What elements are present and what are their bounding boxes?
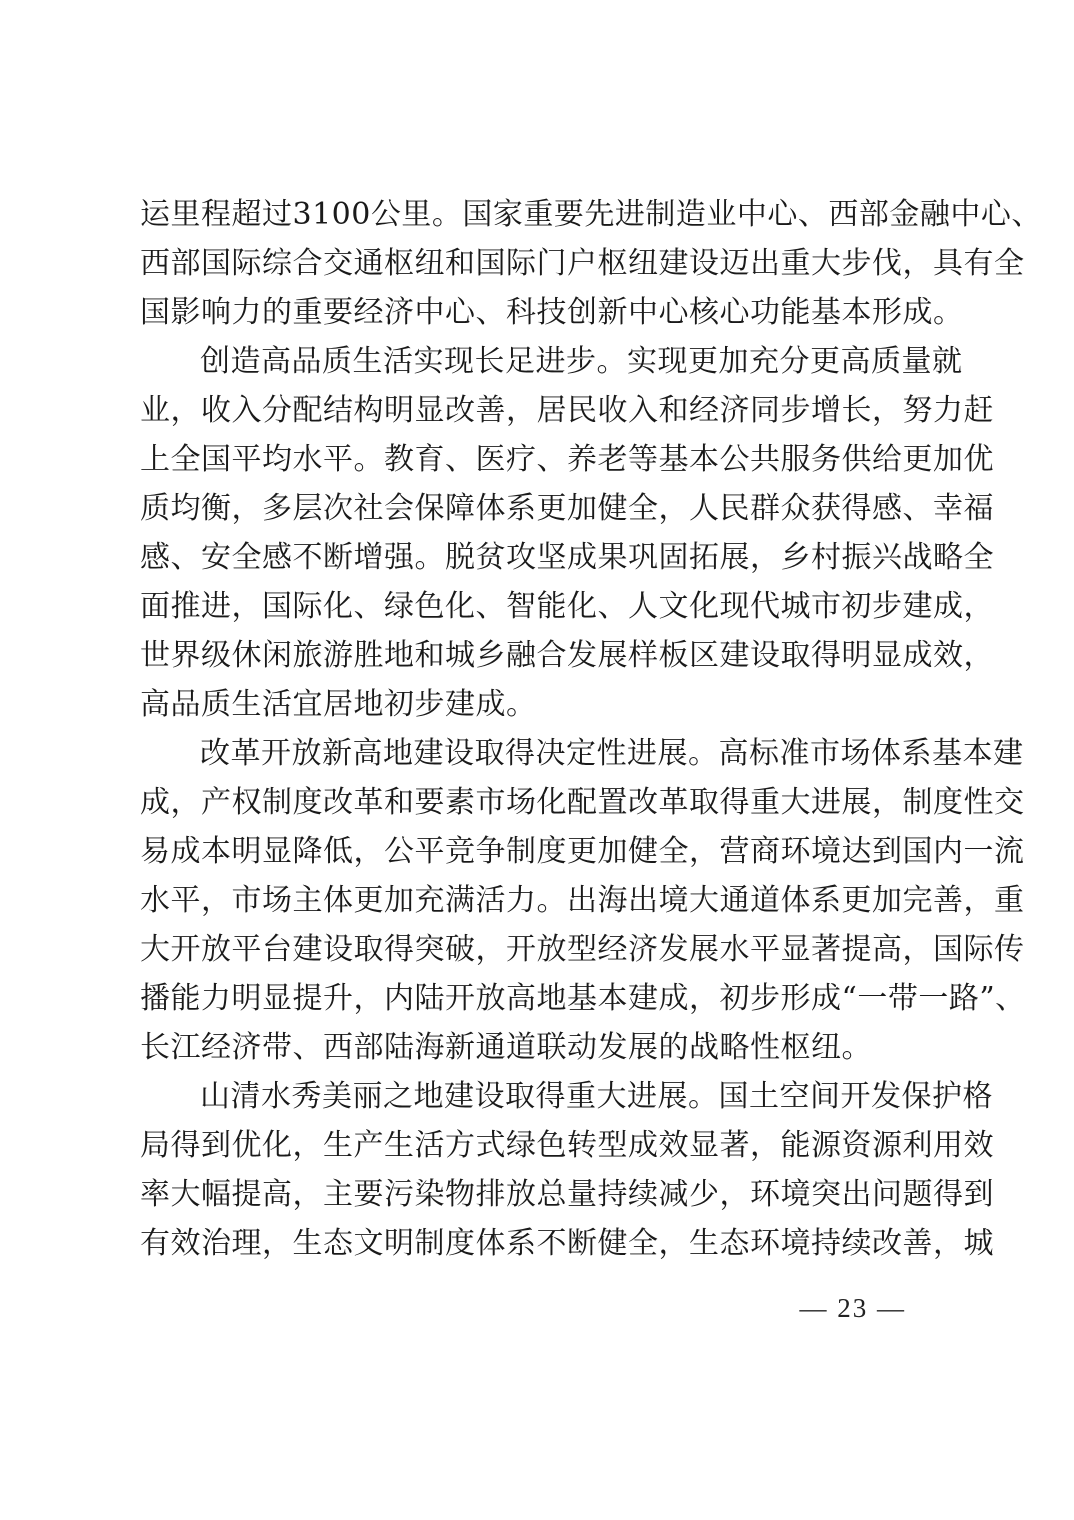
text-line: 局得到优化，生产生活方式绿色转型成效显著，能源资源利用效 [140,1128,994,1163]
paragraph-first-line: 改革开放新高地建设取得决定性进展。高标准市场体系基本建 [200,736,1024,771]
text-line: 播能力明显提升，内陆开放高地基本建成，初步形成“一带一路”、 [140,981,1026,1016]
text-line: 高品质生活宜居地初步建成。 [140,687,537,722]
text-line: 面推进，国际化、绿色化、智能化、人文化现代城市初步建成， [140,589,994,624]
text-line: 成，产权制度改革和要素市场化配置改革取得重大进展，制度性交 [140,785,1025,820]
text-line: 率大幅提高，主要污染物排放总量持续减少，环境突出问题得到 [140,1177,994,1212]
text-line: 易成本明显降低，公平竞争制度更加健全，营商环境达到国内一流 [140,834,1025,869]
text-line: 感、安全感不断增强。脱贫攻坚成果巩固拓展，乡村振兴战略全 [140,540,994,575]
text-line: 业，收入分配结构明显改善，居民收入和经济同步增长，努力赶 [140,393,994,428]
paragraph-first-line: 创造高品质生活实现长足进步。实现更加充分更高质量就 [200,344,963,379]
text-line: 运里程超过3100公里。国家重要先进制造业中心、西部金融中心、 [140,197,1042,232]
text-line: 质均衡，多层次社会保障体系更加健全，人民群众获得感、幸福 [140,491,994,526]
text-line: 世界级休闲旅游胜地和城乡融合发展样板区建设取得明显成效， [140,638,994,673]
page-number: — 23 — [799,1293,906,1323]
text-line: 有效治理，生态文明制度体系不断健全，生态环境持续改善，城 [140,1226,994,1261]
paragraph-first-line: 山清水秀美丽之地建设取得重大进展。国土空间开发保护格 [200,1079,993,1114]
text-line: 大开放平台建设取得突破，开放型经济发展水平显著提高，国际传 [140,932,1025,967]
text-line: 长江经济带、西部陆海新通道联动发展的战略性枢纽。 [140,1030,872,1065]
text-line: 国影响力的重要经济中心、科技创新中心核心功能基本形成。 [140,295,964,330]
text-line: 上全国平均水平。教育、医疗、养老等基本公共服务供给更加优 [140,442,994,477]
text-line: 水平，市场主体更加充满活力。出海出境大通道体系更加完善，重 [140,883,1025,918]
text-line: 西部国际综合交通枢纽和国际门户枢纽建设迈出重大步伐，具有全 [140,246,1025,281]
document-body [140,190,1042,1268]
